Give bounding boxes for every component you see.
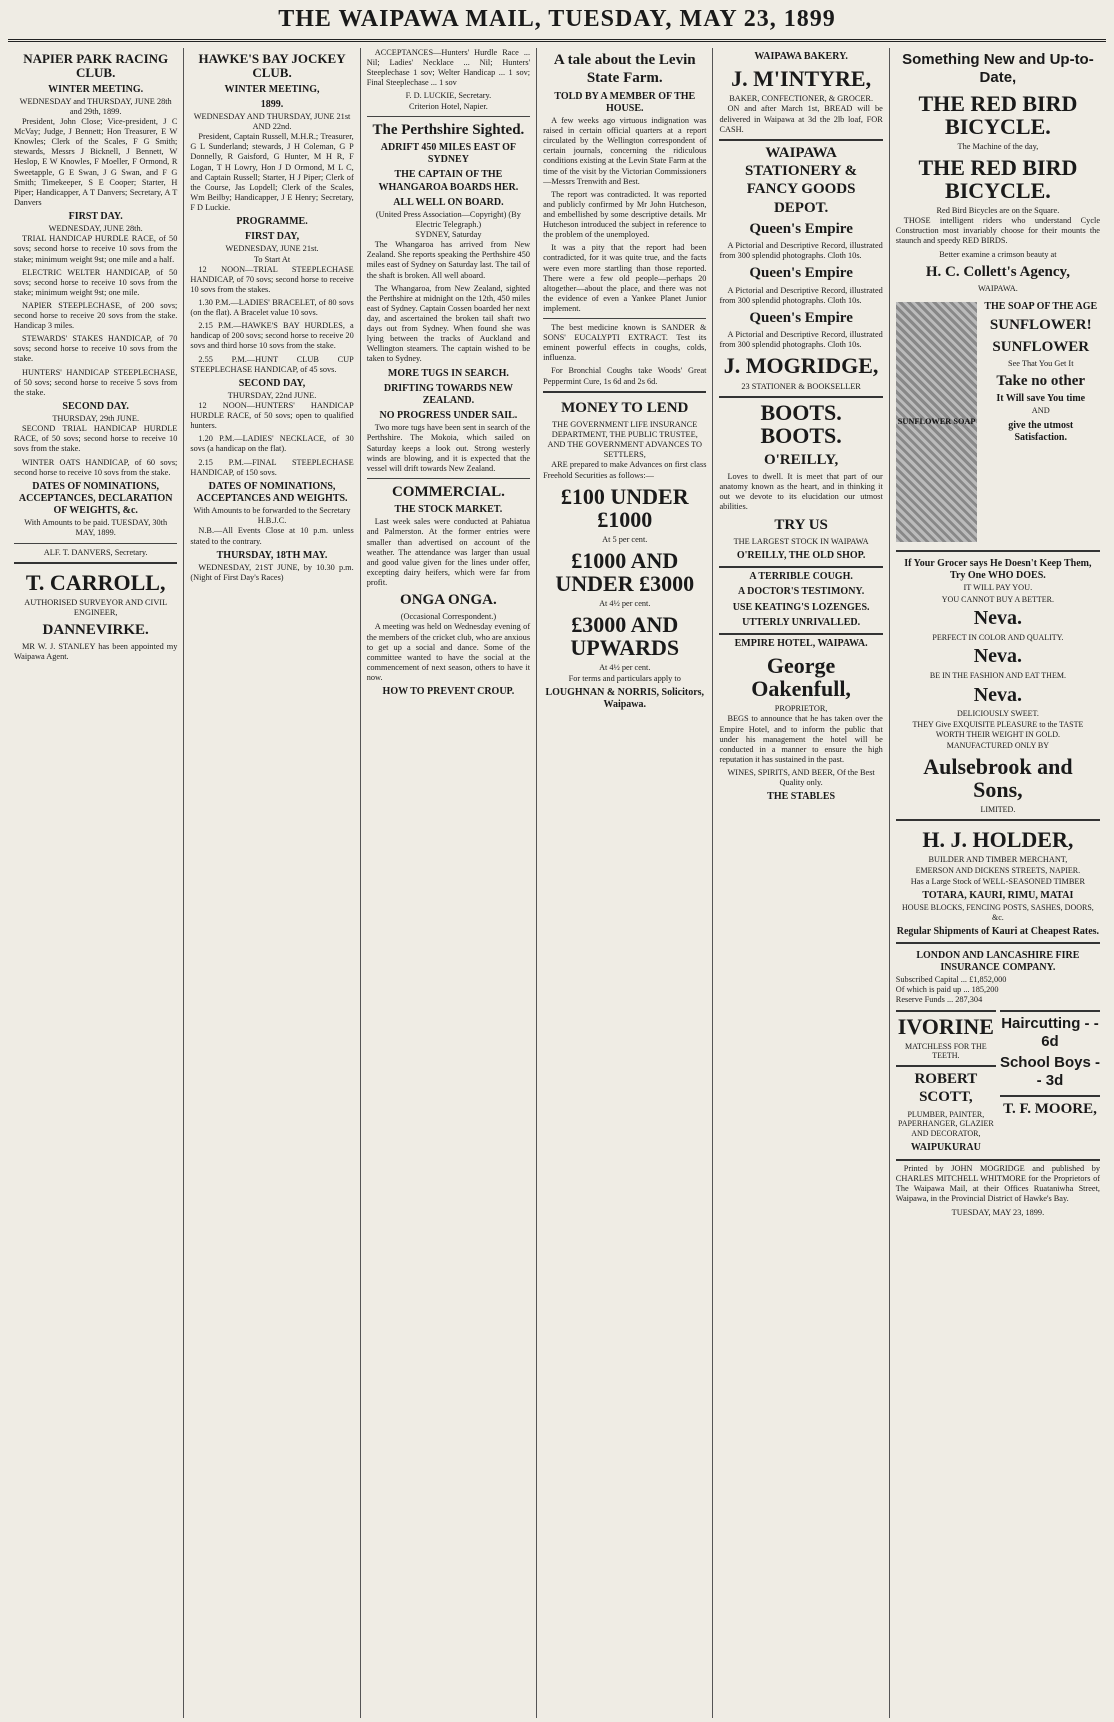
hotel-stables: THE STABLES	[767, 791, 836, 803]
croup-headline: HOW TO PREVENT CROUP.	[382, 686, 515, 698]
neva-better: YOU CANNOT BUY A BETTER.	[941, 594, 1055, 604]
lend-solicitors: LOUGHNAN & NORRIS, Solicitors, Waipawa.	[545, 686, 705, 710]
bakery-trade: BAKER, CONFECTIONER, & GROCER.	[729, 94, 874, 104]
columns	[8, 48, 1106, 1718]
redbird-headline: Something New and Up-to-Date,	[902, 51, 1094, 87]
onga-onga-sub: (Occasional Correspondent.)	[400, 612, 497, 622]
holder-stock: Has a Large Stock of WELL-SEASONED TIMBER	[910, 876, 1085, 886]
divider	[543, 318, 706, 319]
money-to-lend-ad	[543, 391, 706, 711]
divider	[14, 543, 177, 544]
redbird-title-2: THE RED BIRD BICYCLE.	[918, 154, 1078, 203]
day1-date: WEDNESDAY, JUNE 28th.	[48, 224, 143, 234]
nominations-title: DATES OF NOMINATIONS, ACCEPTANCES, DECLARATION OF WEIGHTS, &c.	[18, 480, 173, 517]
napier-park-subtitle: WINTER MEETING.	[48, 83, 144, 95]
holder-name: H. J. HOLDER,	[922, 826, 1074, 852]
hotel-proprietor: PROPRIETOR,	[774, 704, 828, 714]
race-item: TRIAL HANDICAP HURDLE RACE, of 50 sovs; second horse to receive 10 sovs from the stake; minimum weight 9st; one mile and a half.	[14, 234, 178, 264]
mogridge-name: J. MOGRIDGE,	[723, 353, 879, 379]
redbird-examine: Better examine a crimson beauty at	[939, 249, 1057, 259]
sunflower-2: SUNFLOWER	[992, 338, 1090, 355]
aulsebrook-limited: LIMITED.	[980, 805, 1016, 815]
nominations-date: THURSDAY, 18TH MAY.	[216, 549, 328, 561]
insurance-paid: Of which is paid up ... 185,200	[895, 985, 999, 995]
carroll-name: T. CARROLL,	[25, 569, 166, 595]
article-paragraph: Last week sales were conducted at Pahiatua and Palmerston. At the former entries were smaller than advertised on account of the weather. The attendance was larger than usual and good value given for the lines under offer, excepting dairy heifers, which were far from profit.	[366, 517, 531, 587]
carroll-agent: MR W. J. STANLEY has been appointed my Waipawa Agent.	[14, 642, 178, 662]
neva-gold: WORTH THEIR WEIGHT IN GOLD.	[935, 730, 1060, 740]
column-2	[184, 48, 360, 1718]
boots-headline: BOOTS. BOOTS.	[719, 396, 882, 447]
race-item: 2.55 P.M.—HUNT CLUB CUP STEEPLECHASE HANDICAP, of 45 sovs.	[190, 354, 354, 374]
article-paragraph: The Whangaroa, from New Zealand, sighted the Perthshire at midnight on the 12th, 450 miles east of Sydney. Captain Cossen boarded her next day, and ascertained the broken tail shaft two days out from Sydney. When found she was lying between the tracks of Auckland and Wellington steamers. The captain wished to be taken to Sydney.	[366, 283, 531, 364]
nominations-text: With Amounts to be forwarded to the Secretary H.B.J.C.	[193, 506, 351, 526]
napier-park-title: NAPIER PARK RACING CLUB.	[23, 51, 169, 81]
bakery-title: WAIPAWA BAKERY.	[754, 51, 848, 62]
holder-timbers: TOTARA, KAURI, RIMU, MATAI	[922, 889, 1074, 901]
oreilly-text: Loves to dwell. It is meet that part of our anatomy known as the heart, and in thinking it out we devote to its elucidation our utmost abilities.	[719, 472, 883, 512]
lend-title: MONEY TO LEND	[561, 399, 689, 416]
race-item: 1.30 P.M.—LADIES' BRACELET, of 80 sovs (on the flat). A Bracelet value 10 sovs.	[190, 297, 354, 318]
soap-headline: THE SOAP OF THE AGE	[984, 301, 1098, 313]
lend-amount-2: £1000 AND UNDER £3000	[555, 547, 695, 597]
cough-notice: For Bronchial Coughs take Woods' Great Peppermint Cure, 1s 6d and 2s 6d.	[543, 366, 707, 386]
hb-jockey-dates: WEDNESDAY AND THURSDAY, JUNE 21st AND 22nd.	[193, 111, 351, 132]
neva-perfect: PERFECT IN COLOR AND QUALITY.	[932, 632, 1064, 642]
unrivalled-headline: UTTERLY UNRIVALLED.	[742, 616, 861, 628]
take-no-other: Take no other	[996, 372, 1086, 389]
neva-manufactured: MANUFACTURED ONLY BY	[946, 741, 1050, 751]
scott-name: ROBERT SCOTT,	[896, 1065, 996, 1107]
nominations-title: DATES OF NOMINATIONS, ACCEPTANCES AND WEIGHTS.	[196, 480, 348, 504]
race-item: ELECTRIC WELTER HANDICAP, of 50 sovs; second horse to receive 10 sovs from the stake; minimum weight 9st; one mile.	[14, 267, 178, 297]
collett-agency: H. C. Collett's Agency,	[925, 263, 1070, 280]
lend-rate-1: At 5 per cent.	[602, 534, 648, 544]
progress-headline: NO PROGRESS UNDER SAIL.	[379, 410, 518, 422]
lend-amount-1: £100 UNDER £1000	[560, 483, 689, 532]
imprint-date: TUESDAY, MAY 23, 1899.	[951, 1207, 1045, 1217]
stock-market-headline: THE STOCK MARKET.	[394, 504, 503, 516]
start-label: To Start At	[253, 254, 291, 264]
neva-sweet: DELICIOUSLY SWEET.	[956, 708, 1039, 718]
sunflower-text	[981, 298, 1100, 546]
race-item: 1.20 P.M.—LADIES' NECKLACE, of 30 sovs (a handicap on the flat).	[190, 434, 354, 454]
haircutting-price: Haircutting - - 6d	[1000, 1010, 1100, 1052]
nominations-text: With Amounts to be paid. TUESDAY, 30th MAY, 1899.	[24, 518, 168, 538]
nominations-note: N.B.—All Events Close at 10 p.m. unless stated to the contrary.	[190, 526, 354, 546]
hb-jockey-title: HAWKE'S BAY JOCKEY CLUB.	[198, 51, 346, 81]
commercial-headline: COMMERCIAL.	[391, 483, 505, 500]
oreilly-stock: THE LARGEST STOCK IN WAIPAWA	[733, 536, 869, 546]
acceptances: ACCEPTANCES—Hunters' Hurdle Race ... Nil; Ladies' Necklace ... Nil; Hunters' Steeplechase 1 sov; Welter Handicap ... 1 sov; Final Steeplechase ... 1 sov	[366, 48, 531, 88]
programme-heading: PROGRAMME.	[236, 216, 308, 228]
queens-empire-title: Queen's Empire	[749, 265, 853, 282]
hotel-proprietor-name: George Oakenfull,	[751, 653, 851, 702]
queens-empire-title: Queen's Empire	[749, 309, 853, 326]
insurance-ad	[896, 942, 1100, 1006]
neva-brand: Neva.	[973, 683, 1023, 706]
race-item: SECOND TRIAL HANDICAP HURDLE RACE, of 50 sovs; second horse to receive 10 sovs from the stake.	[14, 424, 178, 454]
luckie-signature: F. D. LUCKIE, Secretary.	[405, 91, 492, 101]
column-3	[361, 48, 537, 1718]
column-4	[537, 48, 713, 1718]
sunflower-ad	[896, 298, 1100, 546]
day2-date: THURSDAY, 22nd JUNE.	[227, 390, 317, 400]
perthshire-credit: (United Press Association—Copyright) (By Electric Telegraph.)	[375, 209, 521, 229]
insurance-capital: Subscribed Capital ... £1,852,000	[895, 975, 1007, 985]
hb-jockey-officials: President, Captain Russell, M.H.R.; Treasurer, G L Sunderland; stewards, J H Coleman, G P Donnelly, R Gaisford, G Hunter, M H R, F Logan, T H Lowry, Hon J D Ormond, M L C, and Captain Russell; Starter, H J Piper; Clerk of the Course, Jas Lopdell; Clerk of the Scales, Wm Beilby; Handicapper, J E Henry; Secretary, F D Luckie.	[190, 132, 354, 212]
neva-brand: Neva.	[973, 645, 1023, 668]
holder-address: EMERSON AND DICKENS STREETS, NAPIER.	[915, 866, 1081, 876]
carroll-town: DANNEVIRKE.	[42, 621, 149, 638]
lend-terms: For terms and particulars apply to	[568, 673, 681, 683]
article-paragraph: The Whangaroa has arrived from New Zealand. She reports speaking the Perthshire 450 miles east of Sydney on Saturday last. The tail of the shaft is broken. All well aboard.	[366, 240, 531, 280]
race-item: 2.15 P.M.—HAWKE'S BAY HURDLES, a handicap of 200 sovs; second horse to receive 20 sovs and third horse 10 sovs from the stake.	[190, 321, 354, 351]
holder-ad	[896, 819, 1100, 938]
race-item: 12 NOON—TRIAL STEEPLECHASE HANDICAP, of 70 sovs; second horse to receive 10 sovs from the stakes.	[190, 264, 354, 294]
perthshire-dateline: SYDNEY, Saturday	[415, 230, 482, 240]
imprint-text: Printed by JOHN MOGRIDGE and published by CHARLES MITCHELL WHITMORE for the Proprietors of The Waipawa Mail, at their Offices Ruataniwha Street, Waipawa, in the Provincial District of Hawke's Bay.	[895, 1164, 1100, 1204]
scott-trade: PLUMBER, PAINTER, PAPERHANGER, GLAZIER AND DECORATOR,	[897, 1109, 994, 1139]
queens-empire-text: A Pictorial and Descriptive Record, illustrated from 300 splendid photographs. Cloth 10s.	[719, 241, 883, 261]
stationery-depot: WAIPAWA STATIONERY & FANCY GOODS DEPOT.	[719, 139, 882, 217]
article-paragraph: Two more tugs have been sent in search of the Perthshire. The Mokoia, which sailed on Saturday keeps a look out. Strong westerly winds are blowing, and it is expected that the vessel will drift towards New Zealand.	[366, 423, 531, 473]
hotel-title: EMPIRE HOTEL, WAIPAWA.	[719, 633, 882, 650]
day1-date: WEDNESDAY, JUNE 21st.	[225, 244, 319, 254]
race-item: 2.15 P.M.—FINAL STEEPLECHASE HANDICAP, of 150 sovs.	[190, 457, 354, 477]
divider	[367, 116, 530, 117]
masthead: THE WAIPAWA MAIL, TUESDAY, MAY 23, 1899	[8, 6, 1106, 42]
final-entry: WEDNESDAY, 21ST JUNE, by 10.30 p.m. (Night of First Day's Races)	[190, 562, 354, 582]
hotel-text: BEGS to announce that he has taken over the Empire Hotel, and to inform the public that under his management the hotel will be conducted in a manner to ensure the high reputation it has sustained in the past.	[719, 714, 883, 764]
neva-pay: IT WILL PAY YOU.	[963, 583, 1033, 593]
scott-town: WAIPUKURAU	[910, 1141, 981, 1153]
moore-name: T. F. MOORE,	[1000, 1095, 1100, 1118]
oreilly-name: O'REILLY,	[763, 451, 839, 468]
sunflower-soap-image: SUNFLOWER SOAP	[896, 302, 978, 542]
neva-pleasure: THEY Give EXQUISITE PLEASURE to the TASTE	[912, 719, 1084, 729]
levin-sub: TOLD BY A MEMBER OF THE HOUSE.	[554, 90, 696, 114]
secretary-signature: ALF. T. DANVERS, Secretary.	[43, 547, 148, 557]
column-6	[890, 48, 1106, 1718]
sunflower-1: SUNFLOWER!	[989, 317, 1092, 334]
ivorine-tagline: MATCHLESS FOR THE TEETH.	[905, 1041, 987, 1061]
perthshire-headline: The Perthshire Sighted.	[372, 121, 525, 138]
hb-jockey-year: 1899.	[260, 98, 284, 110]
article-paragraph: A meeting was held on Wednesday evening of the members of the cricket club, who are anxious to get up a social and dance. Some of the committee wanted to have the social at the commencement of next season, others to have it now.	[366, 622, 531, 683]
queens-empire-text: A Pictorial and Descriptive Record, illustrated from 300 splendid photographs. Cloth 10s.	[719, 330, 883, 350]
napier-park-officials: President, John Close; Vice-president, J C McVay; Judge, J Bennett; Hon Treasurer, E W Knowles; Clerk of the Scales, F G Smith; stewards, Messrs J Bicknell, J Bennett, W Heslop, E W Knowles, F Moeller, F Ormond, R Sweetapple, G E Swan, J G Swan, and F G Smith; Timekeeper, S E Cooper; Starter, H Piper; Handicapper, A T Danvers; Secretary, A T Danvers	[14, 117, 178, 207]
keatings-headline: USE KEATING'S LOZENGES.	[732, 601, 870, 613]
bottom-ads	[896, 1006, 1100, 1156]
column-1	[8, 48, 184, 1718]
utmost-satisfaction: give the utmost Satisfaction.	[1008, 419, 1074, 443]
race-item: NAPIER STEEPLECHASE, of 200 sovs; second horse to receive 20 sovs from the stake. Handicap 3 miles.	[14, 300, 178, 331]
insurance-title: LONDON AND LANCASHIRE FIRE INSURANCE COMPANY.	[916, 949, 1080, 973]
perthshire-sub3: ALL WELL ON BOARD.	[393, 196, 504, 208]
hb-jockey-subtitle: WINTER MEETING,	[224, 83, 320, 95]
onga-onga-headline: ONGA ONGA.	[400, 592, 497, 609]
oreilly-shop: O'REILLY, THE OLD SHOP.	[736, 549, 866, 561]
lend-text: ARE prepared to make Advances on first class Freehold Securities as follows:—	[543, 460, 707, 480]
article-paragraph: A few weeks ago virtuous indignation was raised in certain official quarters at a report circulated by the Wellington correspondent of certain journals, concerning the ridiculous conditions existing at the Levin State Farm at the time of the visit by the Victorian Commissioners—Messrs Trenwith and Best.	[543, 115, 707, 186]
article-paragraph: It was a pity that the report had been contradicted, for it was quite true, and the facts were even more startling than those reported. There were a few old people—perhaps 20 altogether—about the place, and there was not the evidence of even a Yankee Planet Junior implement.	[543, 243, 707, 313]
insurance-reserve: Reserve Funds ... 287,304	[895, 995, 983, 1005]
lend-rate-2: At 4½ per cent.	[599, 599, 651, 609]
race-item: 12 NOON—HUNTERS' HANDICAP HURDLE RACE, of 50 sovs; open to qualified hunters.	[190, 401, 354, 431]
lend-rate-3: At 4½ per cent.	[599, 663, 651, 673]
bakery-name: J. M'INTYRE,	[731, 66, 872, 92]
carroll-ad	[14, 562, 177, 663]
criterion-address: Criterion Hotel, Napier.	[408, 101, 488, 111]
perthshire-sub2: THE CAPTAIN OF THE WHANGAROA BOARDS HER.	[378, 169, 519, 193]
redbird-tagline: The Machine of the day,	[957, 141, 1039, 151]
levin-headline: A tale about the Levin State Farm.	[553, 52, 696, 87]
bottom-left-ads	[896, 1006, 996, 1156]
neva-brand: Neva.	[973, 607, 1023, 630]
bottom-right-ads	[1000, 1006, 1100, 1156]
day2-date: THURSDAY, 29th JUNE.	[52, 414, 140, 424]
queens-empire-text: A Pictorial and Descriptive Record, illustrated from 300 splendid photographs. Cloth 10s.	[719, 285, 883, 305]
redbird-title: THE RED BIRD BICYCLE.	[918, 90, 1078, 139]
carroll-title: AUTHORISED SURVEYOR AND CIVIL ENGINEER,	[24, 597, 168, 617]
holder-trade: BUILDER AND TIMBER MERCHANT,	[928, 854, 1068, 864]
tugs-headline: MORE TUGS IN SEARCH.	[387, 367, 509, 379]
imprint	[896, 1159, 1100, 1218]
see-that: See That You Get It	[1007, 358, 1074, 368]
holder-kauri: Regular Shipments of Kauri at Cheapest Rates.	[896, 925, 1100, 937]
and-label: AND	[1031, 406, 1050, 416]
neva-fashion: BE IN THE FASHION AND EAT THEM.	[929, 670, 1066, 680]
hotel-wines: WINES, SPIRITS, AND BEER, Of the Best Quality only.	[727, 767, 875, 788]
napier-park-dates: WEDNESDAY and THURSDAY, JUNE 28th and 29th, 1899.	[19, 96, 172, 116]
holder-products: HOUSE BLOCKS, FENCING POSTS, SASHES, DOORS, &c.	[901, 903, 1094, 922]
schoolboys-price: School Boys - - 3d	[999, 1054, 1100, 1090]
race-item: WINTER OATS HANDICAP, of 60 sovs; second horse to receive 10 sovs from the stake.	[14, 457, 178, 477]
perthshire-sub: ADRIFT 450 MILES EAST OF SYDNEY	[380, 141, 516, 166]
redbird-text: THOSE intelligent riders who understand Cycle Construction most invariably choose for their mounts the staunch and speedy RED BIRDS.	[895, 216, 1100, 246]
neva-grocer: If Your Grocer says He Doesn't Keep Them, Try One WHO DOES.	[904, 558, 1092, 582]
day1-heading: FIRST DAY,	[244, 231, 300, 243]
ivorine-title: IVORINE	[896, 1010, 996, 1038]
race-item: HUNTERS' HANDICAP STEEPLECHASE, of 50 sovs; second horse to receive 5 sovs from the stake.	[14, 367, 178, 397]
bakery-text: ON and after March 1st, BREAD will be delivered in Waipawa at 3d the 2lb loaf, FOR CASH.	[719, 104, 883, 134]
save-time: It Will save You time	[996, 393, 1086, 405]
queens-empire-title: Queen's Empire	[749, 220, 853, 237]
day1-heading: FIRST DAY.	[68, 210, 123, 222]
doctor-headline: A DOCTOR'S TESTIMONY.	[737, 586, 865, 598]
aulsebrook-name: Aulsebrook and Sons,	[923, 753, 1073, 803]
collett-town: WAIPAWA.	[977, 283, 1018, 293]
divider	[367, 478, 530, 479]
day2-heading: SECOND DAY,	[238, 377, 306, 389]
try-us: TRY US	[774, 516, 828, 533]
redbird-square: Red Bird Bicycles are on the Square.	[936, 206, 1060, 216]
cough-headline: A TERRIBLE COUGH.	[719, 566, 882, 583]
lend-amount-3: £3000 AND UPWARDS	[570, 612, 680, 661]
mogridge-trade: 23 STATIONER & BOOKSELLER	[741, 381, 861, 391]
neva-ad	[896, 550, 1100, 815]
medicine-notice: The best medicine known is SANDER & SONS' EUCALYPTI EXTRACT. Test its eminent powerful effects in coughs, colds, influenza.	[543, 323, 707, 363]
lend-agencies: THE GOVERNMENT LIFE INSURANCE DEPARTMENT, THE PUBLIC TRUSTEE, AND THE GOVERNMENT ADVANCES TO SETTLERS,	[547, 420, 703, 460]
drifting-headline: DRIFTING TOWARDS NEW ZEALAND.	[383, 382, 513, 406]
column-5	[713, 48, 889, 1718]
race-item: STEWARDS' STAKES HANDICAP, of 70 sovs; second horse to receive 10 sovs from the stake.	[14, 334, 178, 364]
day2-heading: SECOND DAY.	[62, 400, 129, 412]
article-paragraph: The report was contradicted. It was reported and publicly confirmed by Mr John Hutcheson, and embellished by some descriptive details. Mr Hutcheson introduced the subject in reference to the problem of the unemployed.	[543, 189, 707, 240]
